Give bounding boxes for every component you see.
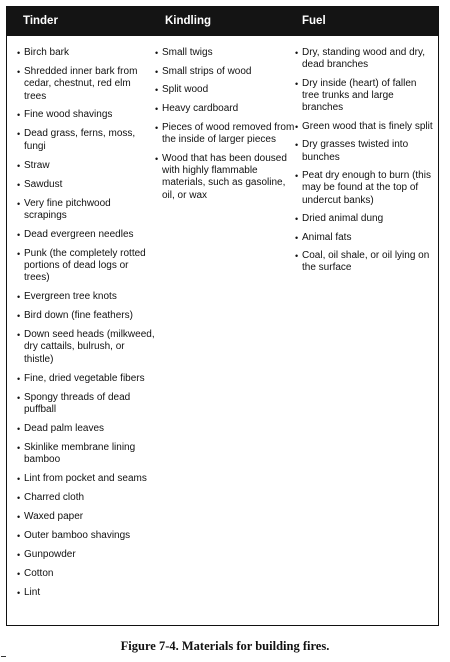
bullet-icon: • [17,248,21,259]
tinder-item-text: Charred cloth [24,491,85,503]
bullet-icon: • [155,66,159,77]
bullet-icon: • [17,492,21,503]
bullet-icon: • [17,392,21,403]
tinder-item-text: Spongy threads of dead puffball [24,391,131,415]
tinder-item-text: Very fine pitchwood scrapings [24,197,111,221]
bullet-icon: • [155,48,159,58]
kindling-item-text: Small strips of wood [162,65,252,77]
tinder-item-text: Dead palm leaves [24,422,105,434]
fuel-item-text: Peat dry enough to burn (this may be found at the top of undercut banks) [302,170,431,206]
bullet-icon: • [155,122,159,133]
bullet-icon: • [17,229,21,240]
bullet-icon: • [295,214,299,225]
bullet-icon: • [295,232,299,243]
bullet-icon: • [17,129,21,140]
kindling-list-item [155,66,295,78]
kindling-column [155,47,295,208]
fuel-list-item [295,139,433,164]
bullet-icon: • [17,423,21,434]
tinder-item-text: Shredded inner bark from cedar, chestnut, red elm trees [24,65,138,102]
bullet-icon: • [17,530,21,541]
bullet-icon: • [17,179,21,190]
header-fuel: Fuel [302,15,326,27]
tinder-list-item [17,66,155,103]
tinder-column [17,47,155,606]
fuel-list-item [295,232,433,244]
tinder-item-text: Dead evergreen needles [24,228,134,240]
bullet-icon: • [155,85,159,96]
bullet-icon: • [17,442,21,453]
bullet-icon: • [17,587,21,598]
tinder-list-item [17,492,155,504]
kindling-list-item [155,103,295,115]
tinder-list-item [17,568,155,580]
bullet-icon: • [295,171,299,182]
figure-caption: Figure 7-4. Materials for building fires. [120,639,330,653]
bullet-icon: • [17,66,21,77]
tinder-item-text: Birch bark [24,47,70,58]
tinder-item-text: Bird down (fine feathers) [24,310,133,322]
fuel-list-item [295,121,433,133]
bullet-icon: • [17,110,21,121]
fuel-item-text: Dry inside (heart) of fallen tree trunks and large branches [302,77,417,114]
bullet-icon: • [295,251,299,262]
kindling-list-item [155,153,295,202]
fuel-list-item [295,47,433,72]
tinder-item-text: Lint [24,586,41,598]
header-kindling: Kindling [165,15,211,27]
tinder-list-item [17,291,155,303]
bullet-icon: • [17,160,21,171]
tinder-list-item [17,179,155,191]
bullet-icon: • [17,373,21,384]
tinder-list-item [17,511,155,523]
fuel-item-text: Green wood that is finely split [302,120,433,132]
kindling-item-text: Heavy cardboard [162,103,239,115]
tinder-list-item [17,160,155,172]
kindling-item-text: Pieces of wood removed from the inside of larger pieces [162,121,295,146]
fuel-item-text: Coal, oil shale, or oil lying on the surface [302,250,430,274]
kindling-list-item [155,47,295,59]
bullet-icon: • [17,549,21,560]
tinder-list-item [17,109,155,121]
tinder-item-text: Cotton [24,567,54,579]
bullet-icon: • [155,153,159,164]
bullet-icon: • [17,568,21,579]
kindling-item-text: Small twigs [162,47,213,58]
tinder-item-text: Straw [24,159,50,171]
fuel-item-text: Dried animal dung [302,213,384,225]
tinder-list-item [17,198,155,223]
tinder-item-text: Fine, dried vegetable fibers [24,372,145,384]
tinder-item-text: Sawdust [24,178,63,190]
bullet-icon: • [295,48,299,58]
bullet-icon: • [295,78,299,89]
tinder-item-text: Gunpowder [24,548,76,560]
tinder-item-text: Punk (the completely rotted portions of dead logs or trees) [24,247,146,284]
bullet-icon: • [17,511,21,522]
tinder-list-item [17,128,155,153]
tinder-item-text: Fine wood shavings [24,109,113,121]
fuel-list-item [295,170,433,207]
tinder-list-item [17,310,155,322]
tinder-item-text: Down seed heads (milkweed, dry cattails, bulrush, or thistle) [24,329,155,365]
kindling-list-item [155,84,295,96]
bullet-icon: • [155,104,159,115]
fuel-item-text: Dry grasses twisted into bunches [302,139,409,163]
bullet-icon: • [17,292,21,303]
tinder-list-item [17,530,155,542]
tinder-list-item [17,549,155,561]
bullet-icon: • [295,121,299,132]
fuel-item-text: Dry, standing wood and dry, dead branches [302,47,426,71]
tinder-list-item [17,442,155,467]
tinder-list-item [17,423,155,435]
kindling-list-item [155,122,295,147]
tinder-list-item [17,473,155,485]
kindling-item-text: Split wood [162,84,209,96]
fuel-column [295,47,433,281]
tinder-item-text: Skinlike membrane lining bamboo [24,441,136,466]
bullet-icon: • [17,311,21,322]
tinder-item-text: Waxed paper [24,510,84,522]
materials-table [6,6,439,626]
tinder-list-item [17,229,155,241]
fuel-list-item [295,78,433,115]
bullet-icon: • [17,473,21,484]
header-tinder: Tinder [23,15,58,27]
tinder-list-item [17,47,155,59]
kindling-item-text: Wood that has been doused with highly flammable materials, such as gasoline, oil, or wax [162,152,287,201]
tinder-item-text: Outer bamboo shavings [24,529,131,541]
fuel-list-item [295,250,433,275]
bullet-icon: • [295,140,299,151]
fuel-list-item [295,213,433,225]
tinder-list-item [17,329,155,366]
tinder-list-item [17,248,155,285]
tinder-list-item [17,392,155,417]
bullet-icon: • [17,48,21,58]
table-header-row [7,7,438,36]
tinder-item-text: Lint from pocket and seams [24,472,147,484]
tinder-list-item [17,587,155,599]
tinder-item-text: Dead grass, ferns, moss, fungi [24,128,136,152]
tinder-list-item [17,373,155,385]
tinder-item-text: Evergreen tree knots [24,291,117,303]
bullet-icon: • [17,330,21,341]
bullet-icon: • [17,198,21,209]
scan-mark [1,656,6,657]
fuel-item-text: Animal fats [302,231,352,243]
